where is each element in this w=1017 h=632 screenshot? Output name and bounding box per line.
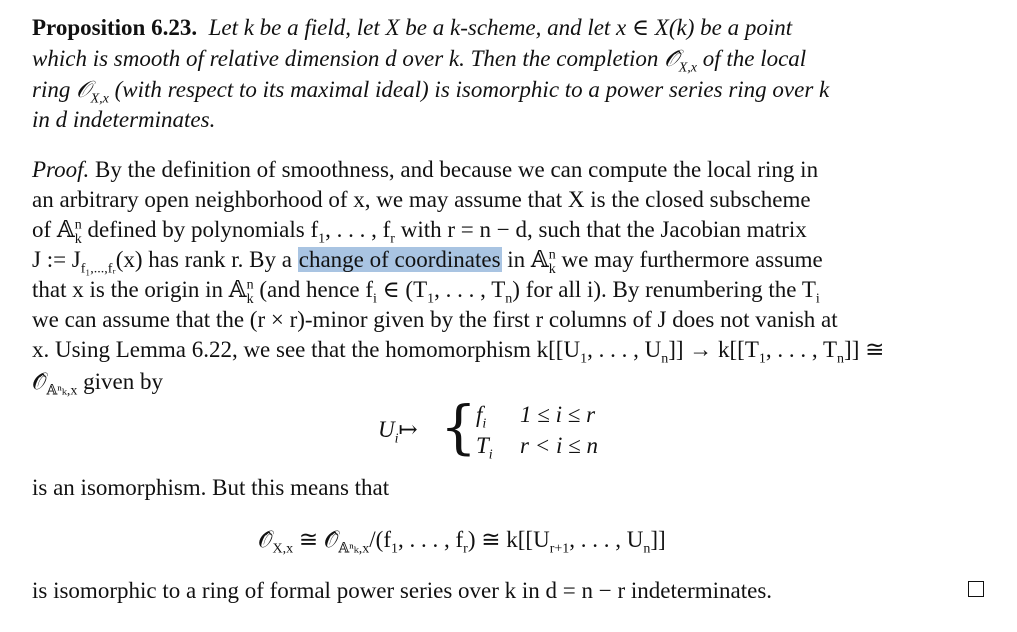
text: given by — [77, 369, 163, 394]
sub: i — [482, 416, 487, 432]
text: , . . . , f — [325, 217, 391, 242]
proposition-text-2: which is smooth of relative dimension d over k. Then the completion 𝒪̂ — [32, 46, 679, 71]
proof-text-1: By the definition of smoothness, and because we can compute the local ring in — [89, 157, 819, 182]
text: is isomorphic to a ring of formal power series over k in d = n − r indeterminates. — [32, 578, 773, 603]
proposition-line-4 — [32, 106, 215, 134]
case-1-condition: 1 ≤ i ≤ r — [520, 402, 596, 427]
text: , . . . , T — [434, 277, 506, 302]
case-1-value — [476, 401, 487, 432]
text: ]] ≅ — [844, 337, 885, 362]
text: ]] → k[[T — [668, 337, 759, 362]
text: ∈ (T — [376, 277, 428, 302]
proof-line-8 — [32, 368, 163, 399]
text: we can assume that the (r × r)-minor given by the first r columns of J does not vanish at — [32, 307, 838, 332]
text: x. Using Lemma 6.22, we see that the homomorphism k[[U — [32, 337, 581, 362]
proof-text-2: an arbitrary open neighborhood of x, we may assume that X is the closed subscheme — [32, 187, 811, 212]
proof-line-final — [32, 577, 772, 605]
sub: k — [246, 291, 254, 307]
proof-line-2 — [32, 186, 811, 214]
text: 𝒪̂ — [258, 527, 273, 552]
sub: X,x — [272, 541, 294, 557]
text: 𝒪̂ — [32, 369, 47, 394]
sub: 𝔸ⁿₖ,x — [338, 541, 370, 557]
proof-line-7 — [32, 336, 885, 367]
text: ) for all i). By renumbering the T — [512, 277, 816, 302]
sub: 1 — [318, 231, 326, 247]
selected-text-highlight[interactable]: change of coordinates — [298, 247, 501, 272]
sub: i — [394, 431, 399, 447]
subscript: X,x — [90, 91, 109, 107]
sub: r — [463, 541, 468, 557]
display-equation — [258, 526, 666, 557]
text: in 𝔸 — [501, 247, 549, 272]
case-2-condition: r < i ≤ n — [520, 433, 598, 458]
text: , . . . , f — [398, 527, 464, 552]
text: that x is the origin in 𝔸 — [32, 277, 247, 302]
text: U — [378, 417, 395, 442]
proposition-line-3 — [32, 76, 830, 107]
sub: k — [74, 231, 82, 247]
proposition-text-3: ring 𝒪 — [32, 77, 91, 102]
sub: 1 — [427, 291, 435, 307]
text: T — [476, 433, 489, 458]
sub: k — [548, 261, 556, 277]
sub: 1 — [391, 541, 398, 557]
text: ≅ 𝒪̂ — [293, 527, 339, 552]
text: of 𝔸 — [32, 217, 75, 242]
text: ) ≅ k[[U — [467, 527, 550, 552]
sub: n — [837, 351, 845, 367]
proof-line-5 — [32, 276, 820, 307]
sub: n — [661, 351, 669, 367]
text: (and hence f — [253, 277, 374, 302]
subscript: X,x — [678, 60, 697, 76]
proof-line-1 — [32, 156, 818, 184]
sup: n — [74, 217, 82, 233]
proof-line-4 — [32, 246, 823, 277]
sub: n — [643, 541, 651, 557]
text: we may furthermore assume — [555, 247, 823, 272]
text: , . . . , U — [569, 527, 644, 552]
proposition-text-2b: of the local — [696, 46, 807, 71]
text: /(f — [369, 527, 391, 552]
case-2-value — [476, 432, 493, 463]
sub: 1 — [580, 351, 588, 367]
sub: i — [488, 447, 493, 463]
sub: f₁,...,fᵣ — [80, 261, 116, 277]
proof-line-3 — [32, 216, 807, 247]
sub: r+1 — [549, 541, 570, 557]
text: , . . . , U — [587, 337, 662, 362]
maps-to-arrow: ↦ — [398, 417, 418, 442]
proposition-label: Proposition 6.23. — [32, 15, 198, 40]
proof-line-6 — [32, 306, 838, 334]
text: is an isomorphism. But this means that — [32, 475, 390, 500]
text: J := J — [32, 247, 81, 272]
proof-label: Proof. — [32, 157, 90, 182]
left-brace: { — [440, 393, 477, 461]
proposition-line-2 — [32, 45, 807, 76]
sub: 𝔸ⁿₖ,x — [46, 383, 78, 399]
proposition-text-4: in d indeterminates. — [32, 107, 216, 132]
text: defined by polynomials f — [81, 217, 319, 242]
sub: i — [815, 291, 820, 307]
text: with r = n − d, such that the Jacobian matrix — [394, 217, 807, 242]
text: (x) has rank r. By a — [115, 247, 298, 272]
sub: n — [505, 291, 513, 307]
sub: i — [373, 291, 377, 307]
map-lhs — [378, 416, 418, 447]
sub: r — [390, 231, 395, 247]
text: ]] — [650, 527, 666, 552]
text: f — [476, 402, 483, 427]
proof-line-iso — [32, 474, 389, 502]
proposition-text-3b: (with respect to its maximal ideal) is isomorphic to a power series ring over k — [108, 77, 830, 102]
text: , . . . , T — [765, 337, 838, 362]
sub: 1 — [758, 351, 766, 367]
proposition-line-1 — [32, 14, 792, 42]
qed-box-icon — [968, 581, 984, 597]
proposition-text-1: Let k be a field, let X be a k-scheme, and let x ∈ X(k) be a point — [208, 15, 793, 40]
sup: n — [246, 277, 254, 293]
sup: n — [548, 247, 556, 263]
